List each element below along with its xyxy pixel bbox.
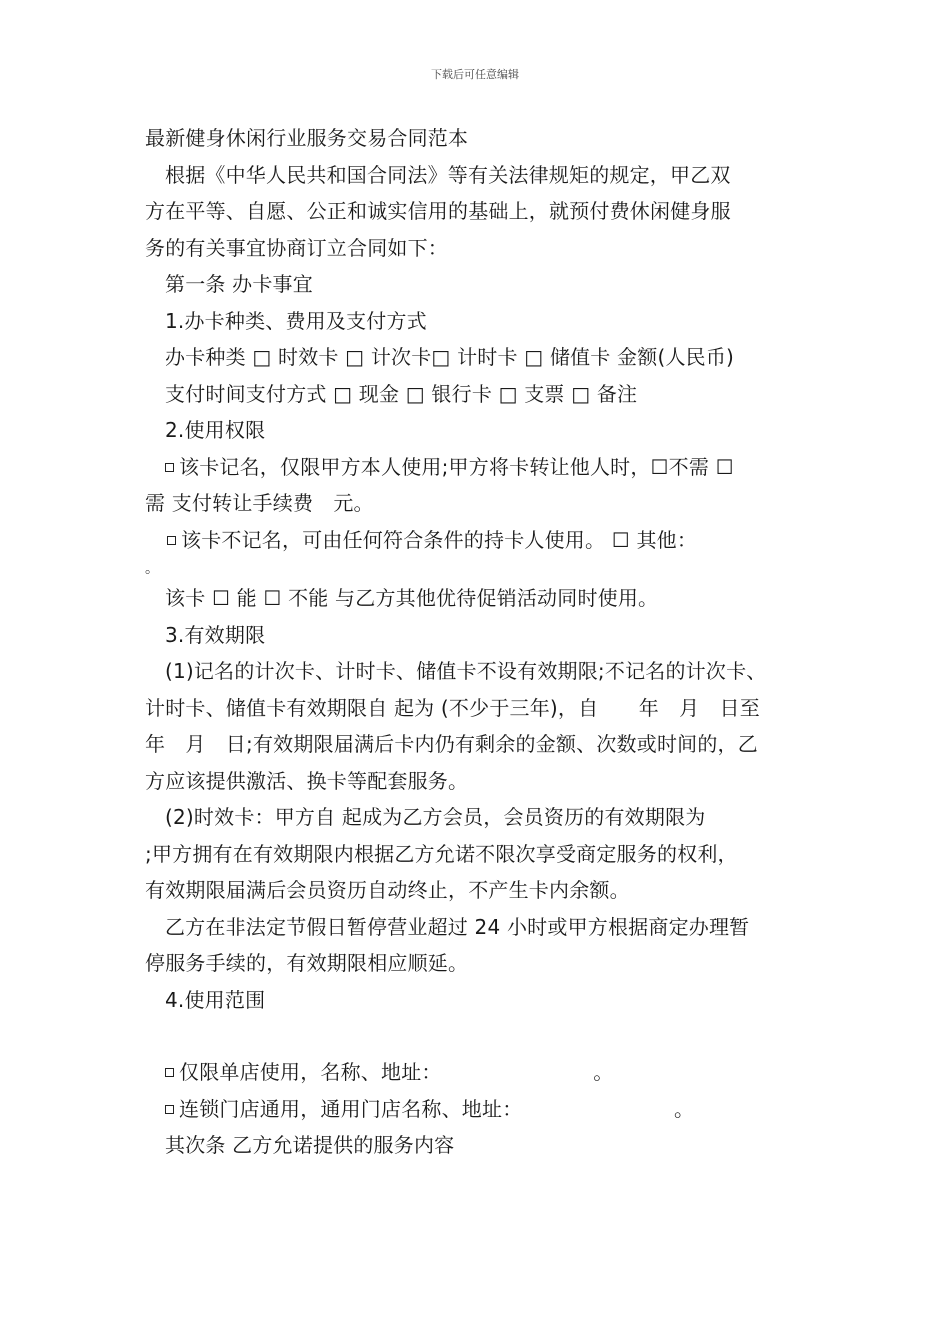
named-card-text: 该卡记名，仅限甲方本人使用;甲方将卡转让他人时，☐不需 ☐ bbox=[179, 454, 734, 479]
paragraph-line: 有效期限届满后会员资历自动终止，不产生卡内余额。 bbox=[145, 878, 630, 902]
paragraph-line: 方应该提供激活、换卡等配套服务。 bbox=[145, 768, 469, 793]
paragraph-line: 乙方在非法定节假日暂停营业超过 24 小时或甲方根据商定办理暂 bbox=[165, 914, 750, 939]
chain-store-text: 连锁门店通用，通用门店名称、地址： 。 bbox=[179, 1096, 695, 1121]
single-store-line bbox=[145, 1054, 810, 1091]
named-card-line bbox=[145, 449, 810, 486]
paragraph-line: 年 月 日;有效期限届满后卡内仍有剩余的金额、次数或时间的，乙 bbox=[145, 732, 758, 756]
paragraph-line: 务的有关事宜协商订立合同如下： bbox=[145, 235, 448, 260]
checkbox-icon bbox=[167, 536, 176, 545]
paragraph-line: 停服务手续的，有效期限相应顺延。 bbox=[145, 951, 469, 975]
article-heading: 其次条 乙方允诺提供的服务内容 bbox=[165, 1133, 455, 1157]
section-heading: 4.使用范围 bbox=[165, 987, 266, 1012]
paragraph-line: 计时卡、储值卡有效期限自 起为 (不少于三年)，自 年 月 日至 bbox=[145, 695, 760, 720]
paragraph-line: 根据《中华人民共和国合同法》等有关法律规矩的规定，甲乙双 bbox=[165, 162, 731, 187]
unnamed-card-text: 该卡不记名，可由任何符合条件的持卡人使用。 ☐ 其他： bbox=[181, 527, 698, 552]
paragraph-line: 方在平等、自愿、公正和诚实信用的基础上，就预付费休闲健身服 bbox=[145, 199, 731, 223]
checkbox-icon bbox=[165, 463, 174, 472]
checkbox-icon bbox=[165, 1105, 174, 1114]
document-title: 最新健身休闲行业服务交易合同范本 bbox=[145, 126, 469, 150]
paragraph-line: 需 支付转让手续费 元。 bbox=[145, 491, 374, 515]
blank-line bbox=[145, 1018, 810, 1054]
payment-line: 支付时间支付方式 □ 现金 □ 银行卡 □ 支票 □ 备注 bbox=[165, 381, 638, 406]
paragraph-line: (2)时效卡：甲方自 起成为乙方会员，会员资历的有效期限为 bbox=[165, 805, 706, 829]
paragraph-line: (1)记名的计次卡、计时卡、储值卡不设有效期限;不记名的计次卡、 bbox=[165, 659, 767, 683]
section-heading: 2.使用权限 bbox=[165, 418, 266, 442]
chain-store-line bbox=[145, 1091, 810, 1128]
header-note: 下载后可任意编辑 bbox=[431, 68, 519, 81]
checkbox-icon bbox=[165, 1068, 174, 1077]
promo-line: 该卡 ☐ 能 ☐ 不能 与乙方其他优待促销活动同时使用。 bbox=[165, 586, 659, 610]
contract-body bbox=[145, 120, 810, 1164]
article-heading: 第一条 办卡事宜 bbox=[165, 272, 313, 296]
unnamed-card-line bbox=[145, 522, 810, 559]
section-heading: 3.有效期限 bbox=[165, 622, 266, 647]
paragraph-line: ;甲方拥有在有效期限内根据乙方允诺不限次享受商定服务的权利， bbox=[145, 841, 738, 866]
section-heading: 1.办卡种类、费用及支付方式 bbox=[165, 308, 427, 333]
card-type-line: 办卡种类 □ 时效卡 □ 计次卡□ 计时卡 □ 储值卡 金额(人民币) bbox=[165, 345, 735, 369]
paragraph-end-mark: 。 bbox=[145, 561, 159, 577]
single-store-text: 仅限单店使用，名称、地址： 。 bbox=[179, 1060, 614, 1084]
